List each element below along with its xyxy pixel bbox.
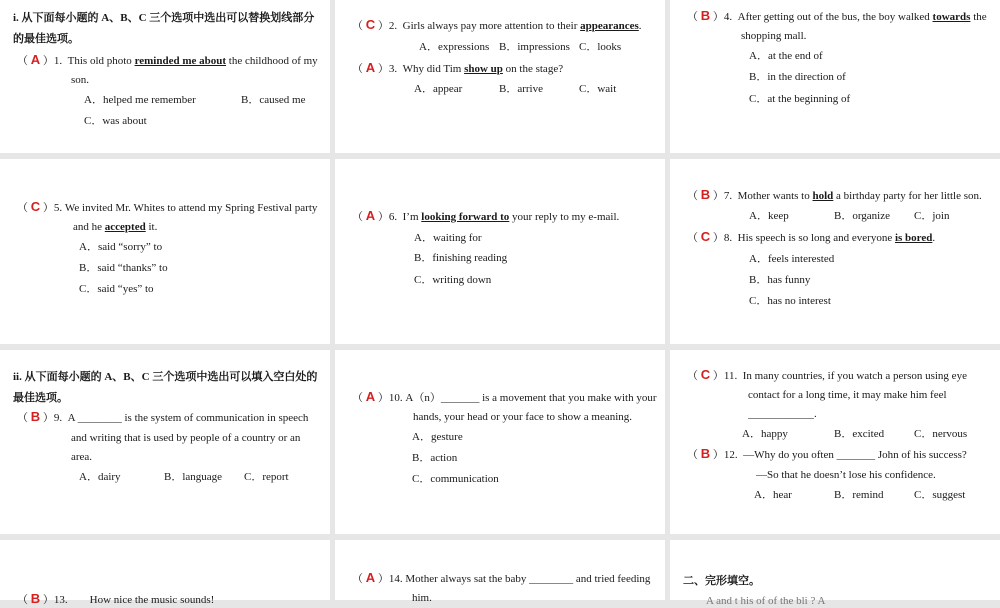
- section-title: i. 从下面每小题的 A、B、C 三个选项中选出可以替换划线部分: [13, 12, 315, 24]
- question-number: 7.: [723, 190, 733, 202]
- question-4-cont: shopping mall.: [741, 30, 807, 42]
- question-14: （ A ）14. Mother always sat the baby ________ and tried feeding: [352, 570, 651, 585]
- answer-1: A: [30, 52, 41, 67]
- question-text: the: [970, 11, 987, 23]
- question-text: .: [638, 20, 642, 32]
- option-b: B．action: [412, 452, 458, 464]
- question-3: （ A ）3. Why did Tim show up on the stage?: [352, 60, 564, 75]
- option-b: B．in the direction of: [749, 71, 846, 83]
- option-c: C．said “yes” to: [79, 283, 154, 295]
- option-a: A．helped me remember: [84, 94, 196, 106]
- question-number: 12.: [723, 449, 738, 461]
- question-text: it.: [145, 221, 158, 233]
- underlined-phrase: reminded me about: [134, 55, 227, 67]
- question-number: 6.: [388, 211, 398, 223]
- question-number: 14.: [388, 573, 403, 585]
- panel-q6: [335, 159, 665, 344]
- panel-q14: [335, 540, 665, 604]
- option-a: A．at the end of: [749, 50, 823, 62]
- question-6: （ A ）6. I’m looking forward to your reply to my e-mail.: [352, 208, 620, 223]
- answer-10: A: [365, 389, 376, 404]
- question-text: We invited Mr. Whites to attend my Spring Festival party: [64, 202, 318, 214]
- option-c: C．has no interest: [749, 295, 831, 307]
- option-a: A．expressions: [419, 41, 490, 53]
- option-c: C．wait: [579, 83, 617, 95]
- answer-11: C: [700, 367, 711, 382]
- underlined-phrase: towards: [932, 11, 971, 23]
- option-a: A．keep: [749, 210, 789, 222]
- option-b: B．organize: [834, 210, 891, 222]
- answer-9: B: [30, 409, 41, 424]
- question-10: （ A ）10. A（n）_______ is a movement that you make with your: [352, 389, 657, 404]
- question-number: 5.: [53, 202, 63, 214]
- question-text: This old photo: [67, 55, 135, 67]
- panel-q5: [0, 159, 330, 344]
- answer-7: B: [700, 187, 711, 202]
- option-b: B．language: [164, 471, 223, 483]
- option-b: B．finishing reading: [414, 252, 508, 264]
- answer-4: B: [700, 8, 711, 23]
- question-5: （ C ）5. We invited Mr. Whites to attend my Spring Festival party: [17, 199, 318, 214]
- underlined-phrase: hold: [812, 190, 834, 202]
- question-text: His speech is so long and everyone: [737, 232, 895, 244]
- section-title: 二、完形填空。: [683, 575, 760, 587]
- question-11-cont: contact for a long time, it may make him feel: [748, 389, 947, 401]
- answer-14: A: [365, 570, 376, 585]
- option-c: C．at the beginning of: [749, 93, 851, 105]
- question-text: Mother always sat the baby ________ and tried feeding: [405, 573, 651, 585]
- option-c: C．looks: [579, 41, 622, 53]
- panel-q1: [0, 0, 330, 153]
- question-5-cont: [73, 220, 157, 234]
- underlined-phrase: accepted: [104, 221, 146, 233]
- question-number: 1.: [53, 55, 63, 67]
- option-c: C．suggest: [914, 489, 966, 501]
- question-text: the childhood of my: [226, 55, 318, 67]
- option-b: B．has funny: [749, 274, 811, 286]
- option-a: A．feels interested: [749, 253, 835, 265]
- section-title: ii. 从下面每小题的 A、B、C 三个选项中选出可以填入空白处的: [13, 371, 318, 383]
- option-b: B．said “thanks” to: [79, 262, 168, 274]
- question-number: 11.: [723, 370, 738, 382]
- question-text: How nice the music sounds!: [89, 594, 215, 606]
- option-c: C．communication: [412, 473, 499, 485]
- underlined-phrase: appearances: [580, 20, 639, 32]
- answer-13: B: [30, 591, 41, 606]
- question-text: Mother wants to: [737, 190, 813, 202]
- option-a: A．dairy: [79, 471, 121, 483]
- question-10-cont: hands, your head or your face to show a meaning.: [413, 411, 633, 423]
- question-9: （ B ）9. A ________ is the system of communication in speech: [17, 409, 309, 424]
- cloze-text: A and t his of of the bli ? A: [706, 595, 826, 607]
- option-b: B．remind: [834, 489, 884, 501]
- question-text: I’m: [402, 211, 422, 223]
- question-text: a birthday party for her little son.: [833, 190, 982, 202]
- question-12-cont: —So that he doesn’t lose his confidence.: [756, 469, 936, 481]
- underlined-phrase: is bored: [894, 232, 933, 244]
- answer-8: C: [700, 229, 711, 244]
- question-text: your reply to my e-mail.: [509, 211, 620, 223]
- question-number: 4.: [723, 11, 733, 23]
- question-text: A（n）_______ is a movement that you make with your: [405, 392, 657, 404]
- section-title-cont: 最佳选项。: [13, 392, 68, 404]
- option-c: C．was about: [84, 115, 147, 127]
- option-a: A．gesture: [412, 431, 463, 443]
- panel-q4: [670, 0, 1000, 153]
- answer-12: B: [700, 446, 711, 461]
- answer-2: C: [365, 17, 376, 32]
- question-1: （ A ）1. This old photo reminded me about the childhood of my: [17, 52, 318, 67]
- answer-6: A: [365, 208, 376, 223]
- panel-q11-q12: [670, 350, 1000, 534]
- option-c: C．join: [914, 210, 950, 222]
- option-b: B．arrive: [499, 83, 543, 95]
- question-11-cont: ____________.: [748, 408, 817, 420]
- option-b: B．excited: [834, 428, 885, 440]
- underlined-phrase: show up: [464, 63, 503, 75]
- underlined-phrase: looking forward to: [421, 211, 510, 223]
- question-9-cont: and writing that is used by people of a country or an: [71, 432, 301, 444]
- question-text: Why did Tim: [402, 63, 465, 75]
- question-text: and he: [73, 221, 105, 233]
- panel-q13: [0, 540, 330, 606]
- question-1-cont: son.: [71, 74, 90, 86]
- panel-q2-q3: [335, 0, 665, 153]
- option-c: C．writing down: [414, 274, 492, 286]
- question-text: In many countries, if you watch a person using eye: [742, 370, 967, 382]
- question-7: （ B ）7. Mother wants to hold a birthday party for her little son.: [687, 187, 982, 202]
- option-c: C．nervous: [914, 428, 968, 440]
- panel-q7-q8: [670, 159, 1000, 344]
- answer-3: A: [365, 60, 376, 75]
- question-number: 3.: [388, 63, 398, 75]
- question-4: （ B ）4. After getting out of the bus, the boy walked towards the: [687, 8, 987, 23]
- question-number: 13.: [53, 594, 68, 606]
- option-a: A．hear: [754, 489, 792, 501]
- panel-cloze: [670, 540, 1000, 607]
- question-text: on the stage?: [502, 63, 564, 75]
- question-8: （ C ）8. His speech is so long and everyone is bored.: [687, 229, 936, 244]
- question-text: A ________ is the system of communication in speech: [67, 412, 309, 424]
- question-text: —Why do you often _______ John of his success?: [743, 449, 967, 461]
- question-2: （ C ）2. Girls always pay more attention to their appearances.: [352, 17, 642, 32]
- option-b: B．caused me: [241, 94, 306, 106]
- question-number: 8.: [723, 232, 733, 244]
- answer-5: C: [30, 199, 41, 214]
- option-a: A．said “sorry” to: [79, 241, 163, 253]
- question-13: （ B ）13. How nice the music sounds!: [17, 591, 215, 606]
- option-a: A．happy: [742, 428, 788, 440]
- question-12: （ B ）12. —Why do you often _______ John of his success?: [687, 446, 967, 461]
- question-14-cont: him.: [412, 592, 432, 604]
- question-text: Girls always pay more attention to their: [402, 20, 581, 32]
- question-text: .: [932, 232, 936, 244]
- question-number: 10.: [388, 392, 403, 404]
- question-11: （ C ）11. In many countries, if you watch a person using eye: [687, 367, 967, 382]
- option-b: B．impressions: [499, 41, 570, 53]
- option-a: A．waiting for: [414, 232, 482, 244]
- question-9-cont: area.: [71, 451, 93, 463]
- question-number: 9.: [53, 412, 63, 424]
- question-number: 2.: [388, 20, 398, 32]
- section-title-cont: 的最佳选项。: [13, 33, 79, 45]
- option-a: A．appear: [414, 83, 463, 95]
- option-c: C．report: [244, 471, 289, 483]
- question-text: After getting out of the bus, the boy walked: [737, 11, 933, 23]
- panel-q10: [335, 350, 665, 534]
- panel-q9: [0, 350, 330, 534]
